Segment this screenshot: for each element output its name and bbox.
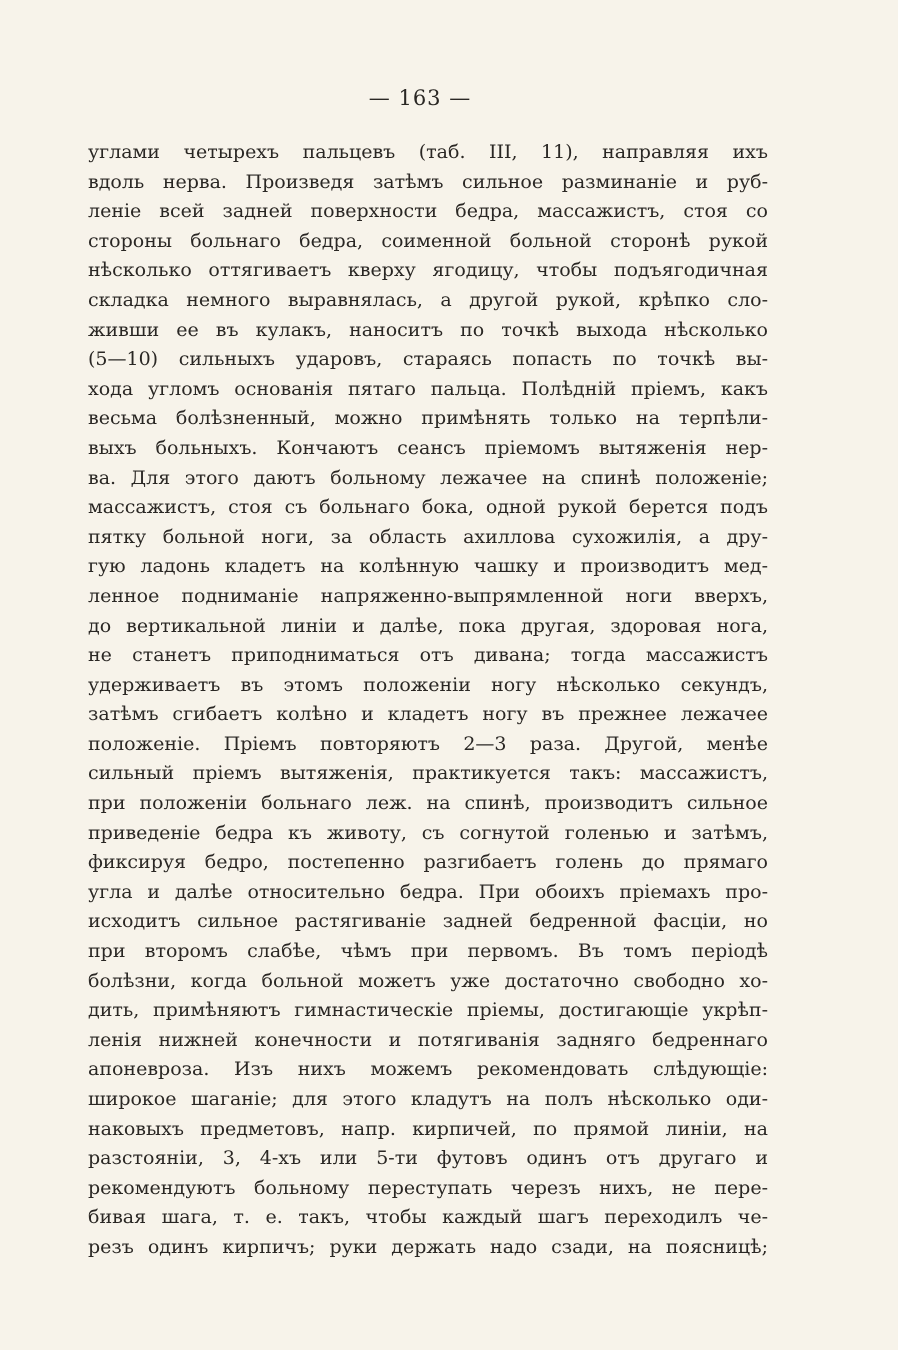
text-line: наковыхъ предметовъ, напр. кирпичей, по прямой линіи, на xyxy=(88,1117,768,1140)
text-line: широкое шаганіе; для этого кладутъ на полъ нѣсколько оди- xyxy=(88,1088,768,1110)
text-line: не станетъ приподниматься отъ дивана; тогда массажистъ xyxy=(88,644,768,667)
text-line: леніе всей задней поверхности бедра, массажистъ, стоя со xyxy=(88,200,768,223)
text-line: гую ладонь кладетъ на колѣнную чашку и производитъ мед- xyxy=(88,555,768,578)
text-line: углами четырехъ пальцевъ (таб. III, 11), направляя ихъ xyxy=(88,141,768,163)
text-line: фиксируя бедро, постепенно разгибаетъ голень до прямаго xyxy=(88,851,768,874)
text-line: выхъ больныхъ. Кончаютъ сеансъ пріемомъ вытяженія нер- xyxy=(88,436,768,459)
text-line: при второмъ слабѣе, чѣмъ при первомъ. Въ томъ періодѣ xyxy=(88,940,768,963)
text-line: сильный пріемъ вытяженія, практикуется такъ: массажистъ, xyxy=(88,762,768,785)
page-number: — 163 — xyxy=(368,86,472,110)
text-line: ва. Для этого даютъ больному лежачее на спинѣ положеніе; xyxy=(88,466,768,489)
text-line: при положеніи больнаго леж. на спинѣ, производитъ сильное xyxy=(88,792,768,815)
text-line: бивая шага, т. е. такъ, чтобы каждый шагъ переходилъ че- xyxy=(88,1206,768,1229)
text-line: пятку больной ноги, за область ахиллова сухожилія, а дру- xyxy=(88,525,768,548)
text-line: приведеніе бедра къ животу, съ согнутой голенью и затѣмъ, xyxy=(88,821,768,844)
text-line: весьма болѣзненный, можно примѣнять только на терпѣли- xyxy=(88,407,768,430)
text-line: живши ее въ кулакъ, наноситъ по точкѣ выхода нѣсколько xyxy=(88,318,768,341)
text-line: рекомендуютъ больному переступать черезъ нихъ, не пере- xyxy=(88,1176,768,1199)
text-line: затѣмъ сгибаетъ колѣно и кладетъ ногу въ прежнее лежачее xyxy=(88,703,768,726)
text-line: исходитъ сильное растягиваніе задней бедренной фасціи, но xyxy=(88,910,768,933)
text-line: апоневроза. Изъ нихъ можемъ рекомендовать слѣдующіе: xyxy=(88,1058,768,1081)
text-line: нѣсколько оттягиваетъ кверху ягодицу, чтобы подъягодичная xyxy=(88,259,768,282)
text-line: массажистъ, стоя съ больнаго бока, одной рукой берется подъ xyxy=(88,496,768,519)
text-line: угла и далѣе относительно бедра. При обоихъ пріемахъ про- xyxy=(88,880,768,903)
text-line: ленное подниманіе напряженно-выпрямленной ноги вверхъ, xyxy=(88,584,768,607)
text-line: до вертикальной линіи и далѣе, пока другая, здоровая нога, xyxy=(88,614,768,637)
text-line: резъ одинъ кирпичъ; руки держать надо сзади, на поясницѣ; xyxy=(88,1235,768,1258)
text-line: стороны больнаго бедра, соименной больной сторонѣ рукой xyxy=(88,229,768,252)
text-line: разстояніи, 3, 4-хъ или 5-ти футовъ одинъ отъ другаго и xyxy=(88,1147,768,1170)
body-text xyxy=(88,138,768,1263)
text-line: (5—10) сильныхъ ударовъ, стараясь попасть по точкѣ вы- xyxy=(88,348,768,371)
text-line: болѣзни, когда больной можетъ уже достаточно свободно хо- xyxy=(88,969,768,992)
text-line: вдоль нерва. Произведя затѣмъ сильное разминаніе и руб- xyxy=(88,170,768,193)
text-line: складка немного выравнялась, а другой рукой, крѣпко сло- xyxy=(88,288,768,311)
text-line: хода угломъ основанія пятаго пальца. Полѣдній пріемъ, какъ xyxy=(88,377,768,400)
text-line: ленія нижней конечности и потягиванія задняго бедреннаго xyxy=(88,1028,768,1051)
text-line: удерживаетъ въ этомъ положеніи ногу нѣсколько секундъ, xyxy=(88,673,768,696)
text-line: дить, примѣняютъ гимнастическіе пріемы, достигающіе укрѣп- xyxy=(88,999,768,1022)
text-line: положеніе. Пріемъ повторяютъ 2—3 раза. Другой, менѣе xyxy=(88,732,768,755)
